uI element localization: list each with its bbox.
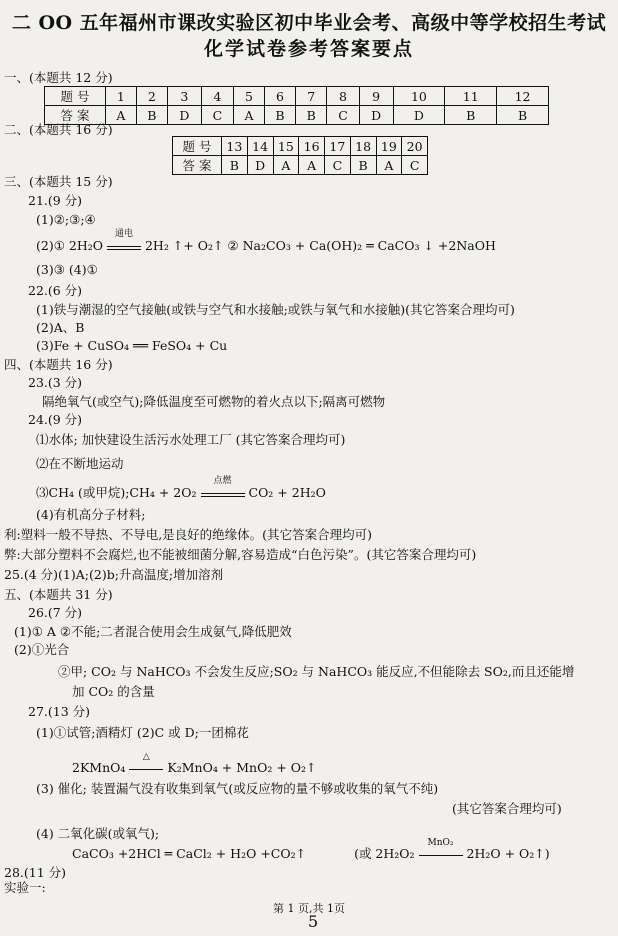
answer-27-4-equation — [72, 838, 550, 862]
reaction-arrow — [107, 229, 141, 250]
question-26-heading: 26.(7 分) — [28, 605, 83, 620]
answer-26-2c: 加 CO₂ 的含量 — [72, 684, 155, 699]
table-cell: D — [247, 156, 273, 175]
table-cell: 9 — [359, 87, 393, 106]
question-21-heading: 21.(9 分) — [28, 193, 83, 208]
table-cell: 19 — [376, 137, 402, 156]
table-cell: B — [264, 106, 295, 125]
answer-24-3 — [36, 476, 326, 501]
reaction-condition: △ — [142, 752, 150, 762]
equation-alt-reactants: (或 2H₂O₂ — [354, 846, 415, 861]
table-cell: A — [376, 156, 402, 175]
page-title: 二 OO 五年福州市课改实验区初中毕业会考、高级中等学校招生考试 — [11, 12, 607, 34]
table-cell: 14 — [247, 137, 273, 156]
table-cell: B — [296, 106, 327, 125]
equation-products: CO₂ + 2H₂O — [248, 485, 326, 500]
answer-21-2 — [36, 229, 496, 254]
table-cell: 1 — [106, 87, 137, 106]
equation-reactants: ⑶CH₄ (或甲烷);CH₄ + 2O₂ — [36, 485, 197, 500]
equation-main: CaCO₃ +2HCl ═ CaCl₂ + H₂O +CO₂↑ — [72, 846, 307, 861]
table-cell: B — [350, 156, 376, 175]
table-cell: 16 — [299, 137, 325, 156]
answer-27-3-note: (其它答案合理均可) — [452, 801, 562, 816]
table-cell: 2 — [136, 87, 167, 106]
answer-21-1: (1)②;③;④ — [36, 212, 96, 227]
question-23-heading: 23.(3 分) — [28, 375, 83, 390]
question-24-heading: 24.(9 分) — [28, 412, 83, 427]
table-cell: C — [327, 106, 359, 125]
answer-27-3: (3) 催化; 装置漏气没有收集到氧气(或反应物的量不够或收集的氧气不纯) — [36, 781, 439, 796]
answer-22-1: (1)铁与潮湿的空气接触(或铁与空气和水接触;或铁与氧气和水接触)(其它答案合理均可) — [36, 302, 515, 317]
answer-25: 25.(4 分)(1)A;(2)b;升高温度;增加溶剂 — [4, 567, 224, 582]
answer-23: 隔绝氧气(或空气);降低温度至可燃物的着火点以下;隔离可燃物 — [42, 394, 386, 409]
table-cell: 18 — [350, 137, 376, 156]
table-header-cell: 题 号 — [45, 87, 106, 106]
table-cell: 17 — [325, 137, 351, 156]
reaction-arrow — [201, 476, 245, 497]
experiment-1-heading: 实验一: — [4, 880, 46, 895]
equation-products: K₂MnO₄ + MnO₂ + O₂↑ — [167, 760, 317, 775]
table-cell: A — [273, 156, 299, 175]
answer-22-2: (2)A、B — [36, 320, 85, 335]
reaction-arrow — [129, 752, 163, 772]
table-cell: B — [445, 106, 497, 125]
equation-alt-products: 2H₂O + O₂↑) — [466, 846, 550, 861]
answer-table-1 — [44, 86, 549, 125]
table-cell: D — [167, 106, 201, 125]
question-27-heading: 27.(13 分) — [28, 704, 91, 719]
table-cell: 5 — [234, 87, 265, 106]
answer-24-2: ⑵在不断地运动 — [36, 456, 124, 471]
handwritten-mark: 5 — [308, 912, 319, 931]
table-cell: 6 — [264, 87, 295, 106]
answer-22-3: (3)Fe + CuSO₄ ══ FeSO₄ + Cu — [36, 338, 228, 353]
table-cell: 13 — [222, 137, 248, 156]
page-subtitle: 化学试卷参考答案要点 — [203, 38, 414, 60]
table-row — [173, 156, 428, 175]
answer-26-2b: ②甲; CO₂ 与 NaHCO₃ 不会发生反应;SO₂ 与 NaHCO₃ 能反应,不但能除去 SO₂,而且还能增 — [58, 664, 575, 679]
equation-products: 2H₂ ↑+ O₂↑ ② Na₂CO₃ + Ca(OH)₂ ═ CaCO₃ ↓ +2NaOH — [144, 238, 496, 253]
table-row — [45, 106, 549, 125]
table-cell: 15 — [273, 137, 299, 156]
table-cell: A — [234, 106, 265, 125]
table-cell: D — [359, 106, 393, 125]
equation-reactants: 2KMnO₄ — [72, 760, 126, 775]
table-cell: C — [325, 156, 351, 175]
table-cell: B — [497, 106, 549, 125]
answer-26-2: (2)①光合 — [14, 642, 70, 657]
table-row — [45, 87, 549, 106]
table-cell: 11 — [445, 87, 497, 106]
answer-24-disadvantage: 弊:大部分塑料不会腐烂,也不能被细菌分解,容易造成“白色污染”。(其它答案合理均可) — [4, 547, 477, 562]
table-header-cell: 答 案 — [45, 106, 106, 125]
section-3-heading: 三、(本题共 15 分) — [4, 174, 113, 189]
answer-27-4: (4) 二氧化碳(或氧气); — [36, 826, 160, 841]
table-cell: 10 — [393, 87, 445, 106]
table-cell: C — [402, 156, 428, 175]
table-row — [173, 137, 428, 156]
question-22-heading: 22.(6 分) — [28, 283, 83, 298]
answer-27-equation — [72, 752, 317, 776]
answer-table-2 — [172, 136, 428, 175]
answer-21-3: (3)③ (4)① — [36, 262, 98, 277]
table-cell: A — [106, 106, 137, 125]
table-cell: 20 — [402, 137, 428, 156]
reaction-arrow — [419, 838, 463, 858]
table-cell: B — [222, 156, 248, 175]
table-cell: 4 — [201, 87, 233, 106]
answer-24-4: (4)有机高分子材料; — [36, 507, 146, 522]
reaction-condition: 通电 — [114, 229, 133, 239]
equation-reactants: (2)① 2H₂O — [36, 238, 103, 253]
table-header-cell: 题 号 — [173, 137, 222, 156]
section-1-heading: 一、(本题共 12 分) — [4, 70, 113, 85]
table-cell: 3 — [167, 87, 201, 106]
table-cell: D — [393, 106, 445, 125]
reaction-condition: 点燃 — [213, 476, 232, 486]
page-footer: 第 1 页,共 1页 — [273, 902, 345, 915]
answer-27-1: (1)①试管;酒精灯 (2)C 或 D;一团棉花 — [36, 725, 249, 740]
section-2-heading: 二、(本题共 16 分) — [4, 122, 113, 137]
question-28-heading: 28.(11 分) — [4, 865, 67, 880]
section-5-heading: 五、(本题共 31 分) — [4, 587, 113, 602]
table-cell: 12 — [497, 87, 549, 106]
section-4-heading: 四、(本题共 16 分) — [4, 357, 113, 372]
table-cell: 8 — [327, 87, 359, 106]
answer-24-1: ⑴水体; 加快建设生活污水处理工厂 (其它答案合理均可) — [36, 432, 346, 447]
table-cell: B — [136, 106, 167, 125]
answer-26-1: (1)① A ②不能;二者混合使用会生成氨气,降低肥效 — [14, 624, 292, 639]
table-cell: C — [201, 106, 233, 125]
answer-24-advantage: 利:塑料一般不导热、不导电,是良好的绝缘体。(其它答案合理均可) — [4, 527, 372, 542]
table-header-cell: 答 案 — [173, 156, 222, 175]
reaction-condition: MnO₂ — [427, 838, 454, 848]
table-cell: 7 — [296, 87, 327, 106]
table-cell: A — [299, 156, 325, 175]
